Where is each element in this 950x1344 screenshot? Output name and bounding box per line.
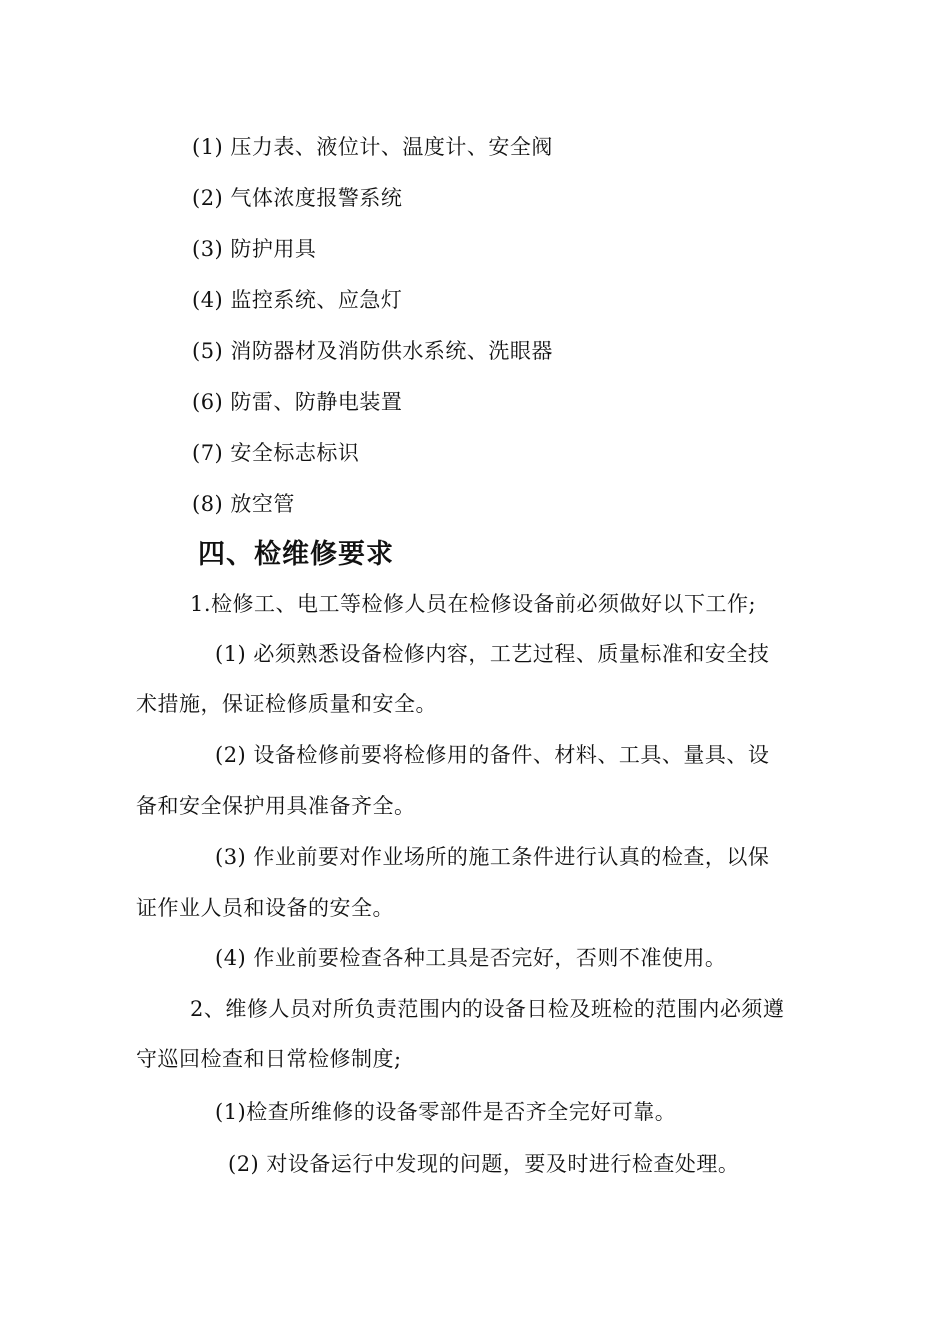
checklist-item-4: (4) 监控系统、应急灯 [192, 288, 403, 312]
item1-paragraph-1-line-2: 术措施，保证检修质量和安全。 [136, 692, 437, 716]
section-heading: 四、检维修要求 [198, 539, 394, 570]
item2-intro-line-2: 守巡回检查和日常检修制度; [136, 1047, 402, 1071]
item1-paragraph-3-line-1: (3) 作业前要对作业场所的施工条件进行认真的检查，以保 [215, 845, 770, 869]
item1-paragraph-2-line-2: 备和安全保护用具准备齐全。 [136, 794, 416, 818]
checklist-item-2: (2) 气体浓度报警系统 [192, 186, 403, 210]
checklist-item-5: (5) 消防器材及消防供水系统、洗眼器 [192, 339, 553, 363]
checklist-item-3: (3) 防护用具 [192, 237, 317, 261]
checklist-item-6: (6) 防雷、防静电装置 [192, 390, 403, 414]
checklist-item-1: (1) 压力表、液位计、温度计、安全阀 [192, 135, 553, 159]
item1-paragraph-3-line-2: 证作业人员和设备的安全。 [136, 896, 394, 920]
checklist-item-7: (7) 安全标志标识 [192, 441, 360, 465]
checklist-item-8: (8) 放空管 [192, 492, 295, 516]
item2-paragraph-1: (1)检查所维修的设备零部件是否齐全完好可靠。 [215, 1100, 677, 1124]
item1-paragraph-1-line-1: (1) 必须熟悉设备检修内容，工艺过程、质量标准和安全技 [215, 642, 770, 666]
item2-intro-line-1: 2、维修人员对所负责范围内的设备日检及班检的范围内必须遵 [190, 997, 785, 1021]
item1-intro: 1.检修工、电工等检修人员在检修设备前必须做好以下工作; [190, 592, 757, 616]
item2-paragraph-2: (2) 对设备运行中发现的问题，要及时进行检查处理。 [228, 1152, 740, 1176]
item1-paragraph-2-line-1: (2) 设备检修前要将检修用的备件、材料、工具、量具、设 [215, 743, 770, 767]
item1-paragraph-4: (4) 作业前要检查各种工具是否完好，否则不准使用。 [215, 946, 727, 970]
